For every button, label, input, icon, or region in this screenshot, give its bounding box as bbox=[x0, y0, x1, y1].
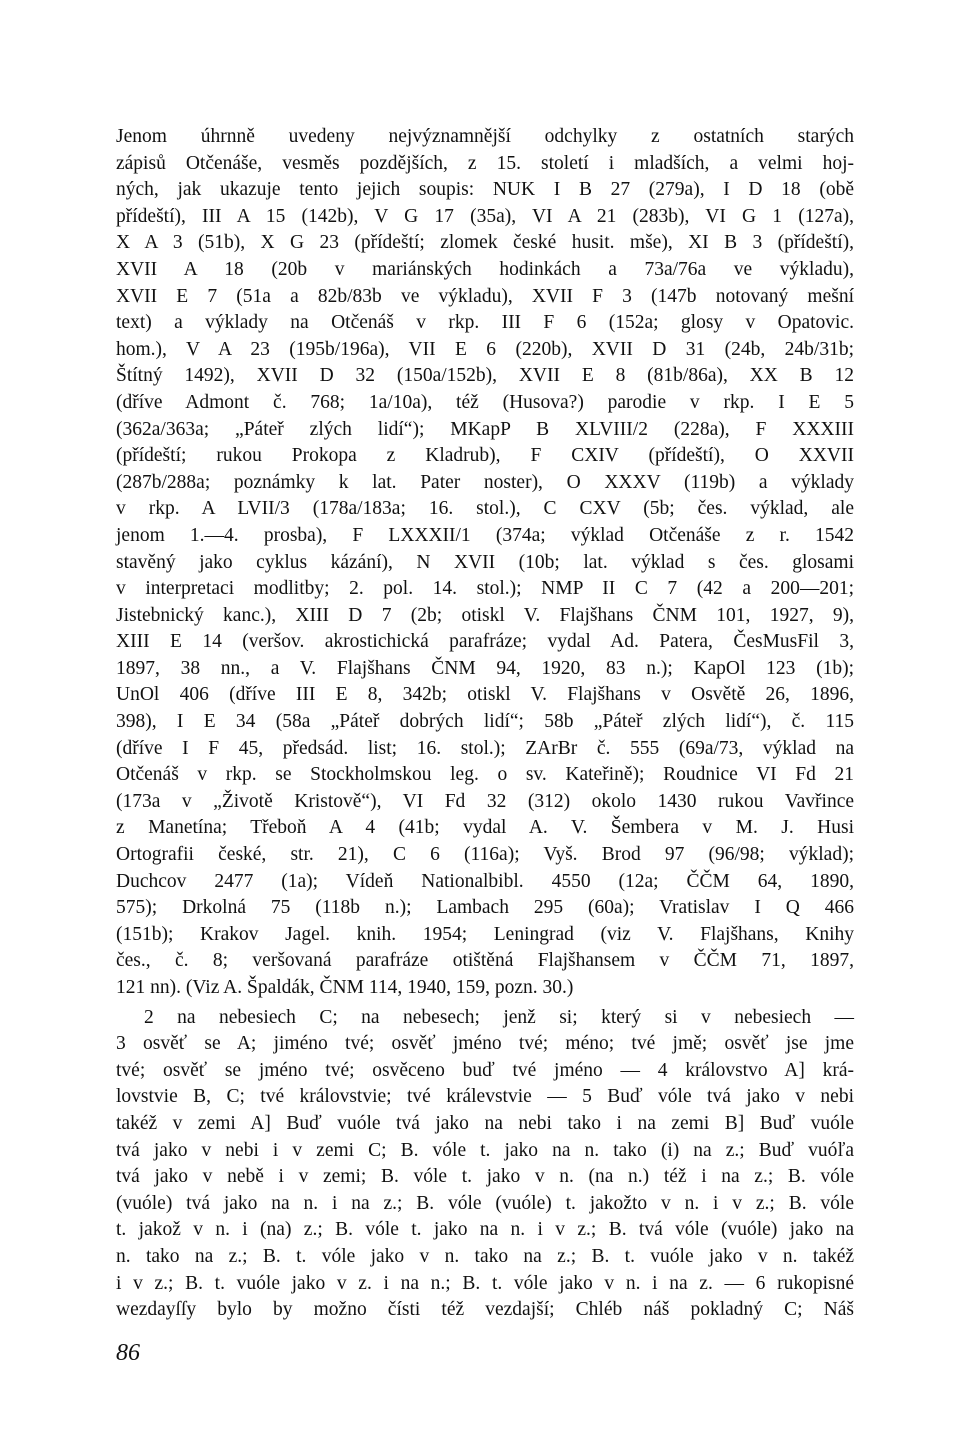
paragraph-sources bbox=[116, 124, 854, 1002]
text-line: stavěný jako cyklus kázání), N XVII (10b; lat. výklad s čes. glosami bbox=[116, 551, 854, 573]
text-line: (287b/288a; poznámky k lat. Pater noster), O XXXV (119b) a výklady bbox=[116, 471, 854, 493]
text-line: XVII E 7 (51a a 82b/83b ve výkladu), XVII F 3 (147b notovaný mešní bbox=[116, 285, 854, 307]
text-line: t. jakož v n. i (na) z.; B. vóle t. jako na n. i v z.; B. tvá vóle (vuóle) jako na bbox=[116, 1219, 854, 1241]
text-line: 121 nn). (Viz A. Špaldák, ČNM 114, 1940, 159, pozn. 30.) bbox=[116, 977, 574, 998]
text-line: lovstvie B, C; tvé královstvie; tvé králevstvie — 5 Buď vóle tvá jako v nebi bbox=[116, 1086, 854, 1108]
text-line: 2 na nebesiech C; na nebesech; jenž si; který si v nebesiech — bbox=[144, 1006, 854, 1028]
text-line: v rkp. A LVII/3 (178a/183a; 16. stol.), C CXV (5b; čes. výklad, ale bbox=[116, 498, 854, 520]
text-line: (362a/363a; „Páteř zlých lidí“); MKapP B XLVIII/2 (228a), F XXXIII bbox=[116, 418, 854, 440]
text-line: (vuóle) tvá jako na n. i na z.; B. vóle (vuóle) t. jakožto v n. i v z.; B. vóle bbox=[116, 1192, 854, 1214]
text-line: tvé; osvěť se jméno tvé; osvěceno buď tvé jméno — 4 královstvo A] krá- bbox=[116, 1059, 854, 1081]
text-line: (dříve I F 45, předsád. list; 16. stol.); ZArBr č. 555 (69a/73, výklad na bbox=[116, 737, 854, 759]
text-line: z Manetína; Třeboň A 4 (41b; vydal A. V. Šembera v M. J. Husi bbox=[116, 817, 854, 839]
text-line: Štítný 1492), XVII D 32 (150a/152b), XVII E 8 (81b/86a), XX B 12 bbox=[116, 365, 854, 387]
text-line: takéž v zemi A] Buď vuóle tvá jako na nebi tako i na zemi B] Buď vuóle bbox=[116, 1112, 854, 1134]
text-line: Jistebnický kanc.), XIII D 7 (2b; otiskl V. Flajšhans ČNM 101, 1927, 9), bbox=[116, 604, 854, 626]
text-line: 1897, 38 nn., a V. Flajšhans ČNM 94, 1920, 83 n.); KapOl 123 (1b); bbox=[116, 657, 854, 679]
paragraph-variants bbox=[116, 1005, 854, 1324]
text-line: čes., č. 8; veršovaná parafráze otištěná Flajšhansem v ČČM 71, 1897, bbox=[116, 950, 854, 972]
text-line: ných, jak ukazuje tento jejich soupis: NUK I B 27 (279a), I D 18 (obě bbox=[116, 179, 854, 201]
text-line: XVII A 18 (20b v mariánských hodinkách a 73a/76a ve výkladu), bbox=[116, 258, 854, 280]
text-line: 398), I E 34 (58a „Páteř dobrých lidí“; 58b „Páteř zlých lidí“), č. 115 bbox=[116, 711, 854, 733]
text-line: tvá jako v nebě i v zemi; B. vóle t. jako v n. (na n.) též i na z.; B. vóle bbox=[116, 1166, 854, 1188]
text-line: XIII E 14 (veršov. akrostichická parafráze; vydal Ad. Patera, ČesMusFil 3, bbox=[116, 631, 854, 653]
text-line: text) a výklady na Otčenáš v rkp. III F 6 (152a; glosy v Opatovic. bbox=[116, 312, 854, 334]
text-line: X A 3 (51b), X G 23 (přídeští; zlomek české husit. mše), XI B 3 (přídeští), bbox=[116, 232, 854, 254]
text-line: (přídeští; rukou Prokopa z Kladrub), F CXIV (přídeští), O XXVII bbox=[116, 445, 854, 467]
text-line: n. tako na z.; B. t. vóle jako v n. tako na z.; B. t. vuóle jako v n. takéž bbox=[116, 1245, 854, 1267]
text-line: Ortografii české, str. 21), C 6 (116a); Vyš. Brod 97 (96/98; výklad); bbox=[116, 844, 854, 866]
text-line: (151b); Krakov Jagel. knih. 1954; Leningrad (viz V. Flajšhans, Knihy bbox=[116, 923, 854, 945]
main-text bbox=[116, 124, 854, 1324]
text-line: tvá jako v nebi i v zemi C; B. vóle t. jako na n. tako (i) na z.; Buď vuóľa bbox=[116, 1139, 854, 1161]
text-line: hom.), V A 23 (195b/196a), VII E 6 (220b), XVII D 31 (24b, 24b/31b; bbox=[116, 338, 854, 360]
text-line: zápisů Otčenáše, vesměs pozdějších, z 15. století i mladších, a velmi hoj- bbox=[116, 152, 854, 174]
text-line: Otčenáš v rkp. se Stockholmskou leg. o sv. Kateřině); Roudnice VI Fd 21 bbox=[116, 764, 854, 786]
text-line: (dříve Admont č. 768; 1a/10a), též (Husova?) parodie v rkp. I E 5 bbox=[116, 391, 854, 413]
text-line: i v z.; B. t. vuóle jako v z. i na n.; B. t. vóle jako v n. i na z. — 6 rukopisné bbox=[116, 1272, 854, 1294]
text-line: Jenom úhrnně uvedeny nejvýznamnější odchylky z ostatních starých bbox=[116, 126, 854, 147]
text-line: UnOl 406 (dříve III E 8, 342b; otiskl V. Flajšhans v Osvětě 26, 1896, bbox=[116, 684, 854, 706]
text-line: (173a v „Životě Kristově“), VI Fd 32 (312) okolo 1430 rukou Vavřince bbox=[116, 790, 854, 812]
text-line: Duchcov 2477 (1a); Vídeň Nationalbibl. 4550 (12a; ČČM 64, 1890, bbox=[116, 870, 854, 892]
text-line: 575); Drkolná 75 (118b n.); Lambach 295 (60a); Vratislav I Q 466 bbox=[116, 897, 854, 919]
text-line: 3 osvěť se A; jiméno tvé; osvěť jméno tvé; méno; tvé jmě; osvěť jse jme bbox=[116, 1033, 854, 1055]
page-number: 86 bbox=[116, 1340, 140, 1366]
text-line: wezdayſſy bylo by možno čísti též vezdajší; Chléb náš pokladný C; Náš bbox=[116, 1299, 854, 1321]
text-line: v interpretaci modlitby; 2. pol. 14. stol.); NMP II C 7 (42 a 200—201; bbox=[116, 578, 854, 600]
text-line: jenom 1.—4. prosba), F LXXXII/1 (374a; výklad Otčenáše z r. 1542 bbox=[116, 524, 854, 546]
text-line: přídeští), III A 15 (142b), V G 17 (35a), VI A 21 (283b), VI G 1 (127a), bbox=[116, 205, 854, 227]
